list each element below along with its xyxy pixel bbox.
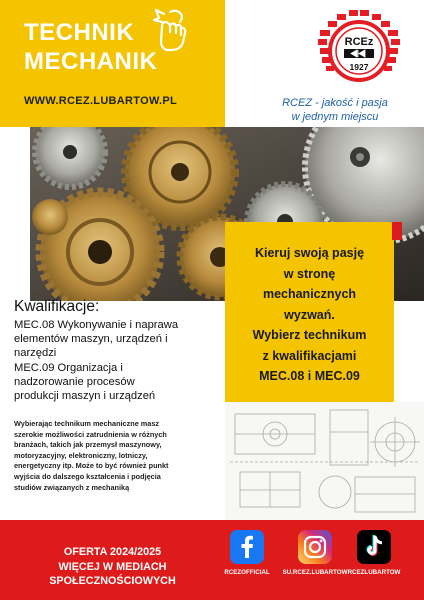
callout-line: w stronę bbox=[283, 266, 336, 281]
tiktok-icon[interactable] bbox=[357, 530, 391, 564]
qualification-line: produkcji maszyn i urządzeń bbox=[14, 390, 156, 403]
slogan-line-1: RCEZ - jakość i pasja bbox=[282, 97, 388, 109]
instagram-icon[interactable] bbox=[298, 530, 332, 564]
blueprint-drawing bbox=[225, 402, 424, 520]
website-link[interactable]: WWW.RCEZ.LUBARTOW.PL bbox=[24, 95, 178, 107]
offer-line-3: SPOŁECZNOŚCIOWYCH bbox=[49, 575, 176, 587]
callout-line: Kieruj swoją pasję bbox=[254, 246, 365, 260]
qualification-line: MEC.08 Wykonywanie i naprawa bbox=[14, 319, 179, 331]
title-line-1: TECHNIK bbox=[24, 19, 135, 46]
qualification-line: nadzorowanie procesów bbox=[14, 375, 135, 388]
rcez-logo bbox=[318, 10, 400, 92]
qualifications-list bbox=[14, 318, 222, 403]
description-line: branżach, takich jak przemysł maszynowy, bbox=[14, 440, 162, 450]
logo-year: 1927 bbox=[349, 62, 369, 72]
facebook-label[interactable]: RCEZOFFICIAL bbox=[224, 569, 270, 576]
callout-line: MEC.08 i MEC.09 bbox=[259, 369, 360, 383]
callout-text bbox=[225, 243, 394, 387]
description-line: energetyczny itp. Może to być również punkt bbox=[14, 461, 169, 471]
offer-line-1: OFERTA 2024/2025 bbox=[63, 546, 162, 558]
callout-line: mechanicznych bbox=[262, 287, 357, 301]
description-line: studiów związanych z mechaniką bbox=[14, 482, 130, 492]
tiktok-label[interactable]: RCEZLUBARTOW bbox=[347, 569, 401, 576]
qualifications-heading: Kwalifikacje: bbox=[14, 298, 100, 315]
slogan bbox=[246, 96, 424, 124]
description-line: Wybierając technikum mechaniczne masz bbox=[14, 419, 160, 428]
description-paragraph bbox=[14, 419, 222, 493]
instagram-label[interactable]: SU.RCEZ.LUBARTOW bbox=[282, 569, 348, 576]
offer-text bbox=[0, 545, 225, 589]
callout-line: z kwalifikacjami bbox=[262, 348, 357, 363]
facebook-icon[interactable] bbox=[230, 530, 264, 564]
title-line-2: MECHANIK bbox=[24, 48, 158, 75]
offer-line-2: WIĘCEJ W MEDIACH bbox=[58, 560, 167, 573]
wrench-fist-icon bbox=[150, 8, 190, 54]
description-line: wyjścia do dalszego kształcenia i podjęcia bbox=[14, 471, 161, 481]
description-line: szerokie możliwości zatrudnienia w różnych bbox=[14, 429, 167, 439]
page-title bbox=[24, 18, 157, 76]
callout-accent bbox=[392, 222, 402, 240]
slogan-line-2: w jednym miejscu bbox=[291, 111, 379, 123]
callout-line: wyzwań. bbox=[284, 307, 335, 322]
qualification-line: elementów maszyn, urządzeń i bbox=[14, 333, 168, 346]
callout-line: Wybierz technikum bbox=[252, 328, 367, 342]
qualification-line: MEC.09 Organizacja i bbox=[14, 361, 123, 374]
description-line: motoryzacyjny, elektroniczny, lotniczy, bbox=[14, 450, 148, 460]
qualification-line: narzędzi bbox=[14, 347, 57, 360]
logo-name: RCEz bbox=[344, 36, 374, 48]
